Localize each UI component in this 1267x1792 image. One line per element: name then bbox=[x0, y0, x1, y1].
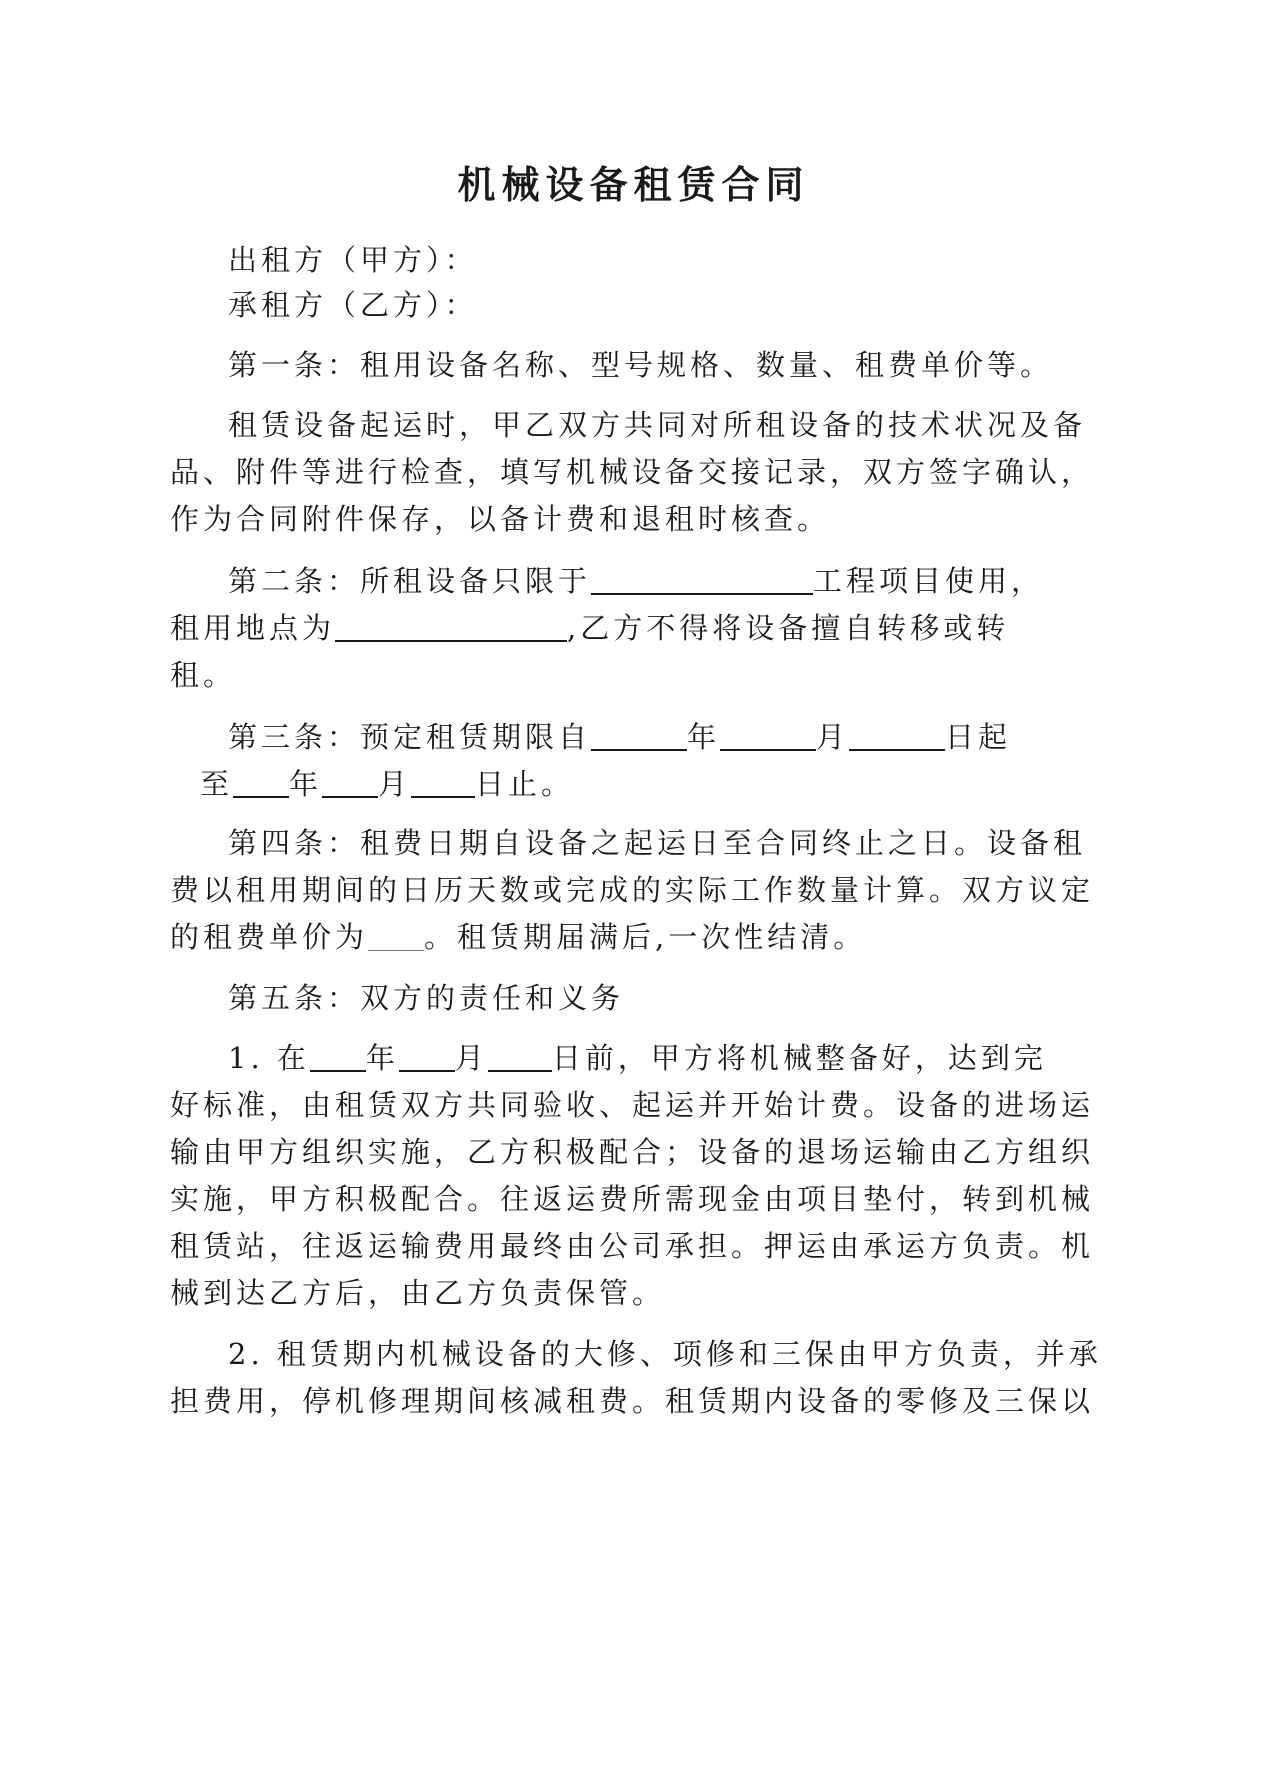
article-2-text: 工程项目使用， bbox=[813, 564, 1045, 598]
article-3-text: 年 bbox=[289, 767, 323, 801]
item-1-line-4: 实施，甲方积极配合。往返运费所需现金由项目垫付，转到机械 bbox=[170, 1182, 1095, 1216]
article-3-text: 至 bbox=[200, 767, 234, 801]
article-4-line-2: 费以租用期间的日历天数或完成的实际工作数量计算。双方议定 bbox=[170, 873, 1095, 907]
item-1-text: 年 bbox=[365, 1041, 399, 1075]
item-1-line-5: 租赁站，往返运输费用最终由公司承担。押运由承运方负责。机 bbox=[170, 1229, 1095, 1263]
article-3-text: 月 bbox=[816, 720, 850, 754]
lessor-line: 出租方（甲方）： bbox=[228, 243, 478, 277]
article-2-line-2 bbox=[170, 608, 1009, 648]
article-5-heading: 第五条：双方的责任和义务 bbox=[228, 981, 625, 1015]
item-2-line-2: 担费用，停机修理期间核减租费。租赁期内设备的零修及三保以 bbox=[170, 1384, 1095, 1418]
article-3-text: 日止。 bbox=[475, 767, 575, 801]
article-4-line-1: 第四条：租费日期自设备之起运日至合同终止之日。设备租 bbox=[228, 826, 1087, 860]
start-year-blank bbox=[591, 719, 687, 751]
article-4-text: 。租赁期届满后,一次性结清。 bbox=[424, 920, 867, 954]
inspect-line-1: 租赁设备起运时，甲乙双方共同对所租设备的技术状况及备 bbox=[228, 408, 1087, 442]
item-1-line-3: 输由甲方组织实施，乙方积极配合；设备的退场运输由乙方组织 bbox=[170, 1135, 1095, 1169]
end-year-blank bbox=[233, 766, 289, 798]
inspect-line-2: 品、附件等进行检查，填写机械设备交接记录，双方签字确认， bbox=[170, 455, 1095, 489]
document-title: 机械设备租赁合同 bbox=[457, 162, 810, 207]
item-1-line-1 bbox=[228, 1038, 1047, 1078]
item-1-line-2: 好标准，由租赁双方共同验收、起运并开始计费。设备的进场运 bbox=[170, 1088, 1095, 1122]
article-3-line-1 bbox=[228, 717, 1011, 757]
item-1-text: 1. 在 bbox=[228, 1041, 310, 1075]
project-name-blank bbox=[591, 563, 813, 595]
item-1-line-6: 械到达乙方后，由乙方负责保管。 bbox=[170, 1276, 666, 1310]
article-1-line-1: 第一条：租用设备名称、型号规格、数量、租费单价等。 bbox=[228, 348, 1054, 382]
item-1-text: 日前，甲方将机械整备好，达到完 bbox=[551, 1041, 1047, 1075]
inspect-line-3: 作为合同附件保存，以备计费和退租时核查。 bbox=[170, 502, 831, 536]
ready-day-blank bbox=[488, 1040, 552, 1072]
unit-price-blank bbox=[368, 920, 424, 951]
start-day-blank bbox=[849, 719, 945, 751]
item-1-text: 月 bbox=[454, 1041, 488, 1075]
article-2-line-3: 租。 bbox=[170, 658, 237, 692]
article-3-text: 月 bbox=[378, 767, 412, 801]
ready-month-blank bbox=[399, 1040, 455, 1072]
article-2-text: 第二条：所租设备只限于 bbox=[228, 564, 592, 598]
start-month-blank bbox=[720, 719, 816, 751]
article-4-line-3 bbox=[170, 917, 866, 957]
end-day-blank bbox=[411, 766, 475, 798]
article-4-text: 的租费单价为 bbox=[170, 920, 369, 954]
article-3-text: 日起 bbox=[945, 720, 1012, 754]
article-2-text: 租用地点为 bbox=[170, 611, 336, 645]
lessee-line: 承租方（乙方）： bbox=[228, 288, 478, 322]
article-2-line-1 bbox=[228, 561, 1044, 601]
article-3-line-2 bbox=[200, 764, 574, 804]
end-month-blank bbox=[322, 766, 378, 798]
article-3-text: 年 bbox=[687, 720, 721, 754]
article-2-text: ,乙方不得将设备擅自转移或转 bbox=[567, 611, 1010, 645]
article-3-text: 第三条：预定租赁期限自 bbox=[228, 720, 592, 754]
location-blank bbox=[335, 610, 567, 642]
ready-year-blank bbox=[310, 1040, 366, 1072]
item-2-line-1: 2. 租赁期内机械设备的大修、项修和三保由甲方负责，并承 bbox=[228, 1337, 1102, 1371]
